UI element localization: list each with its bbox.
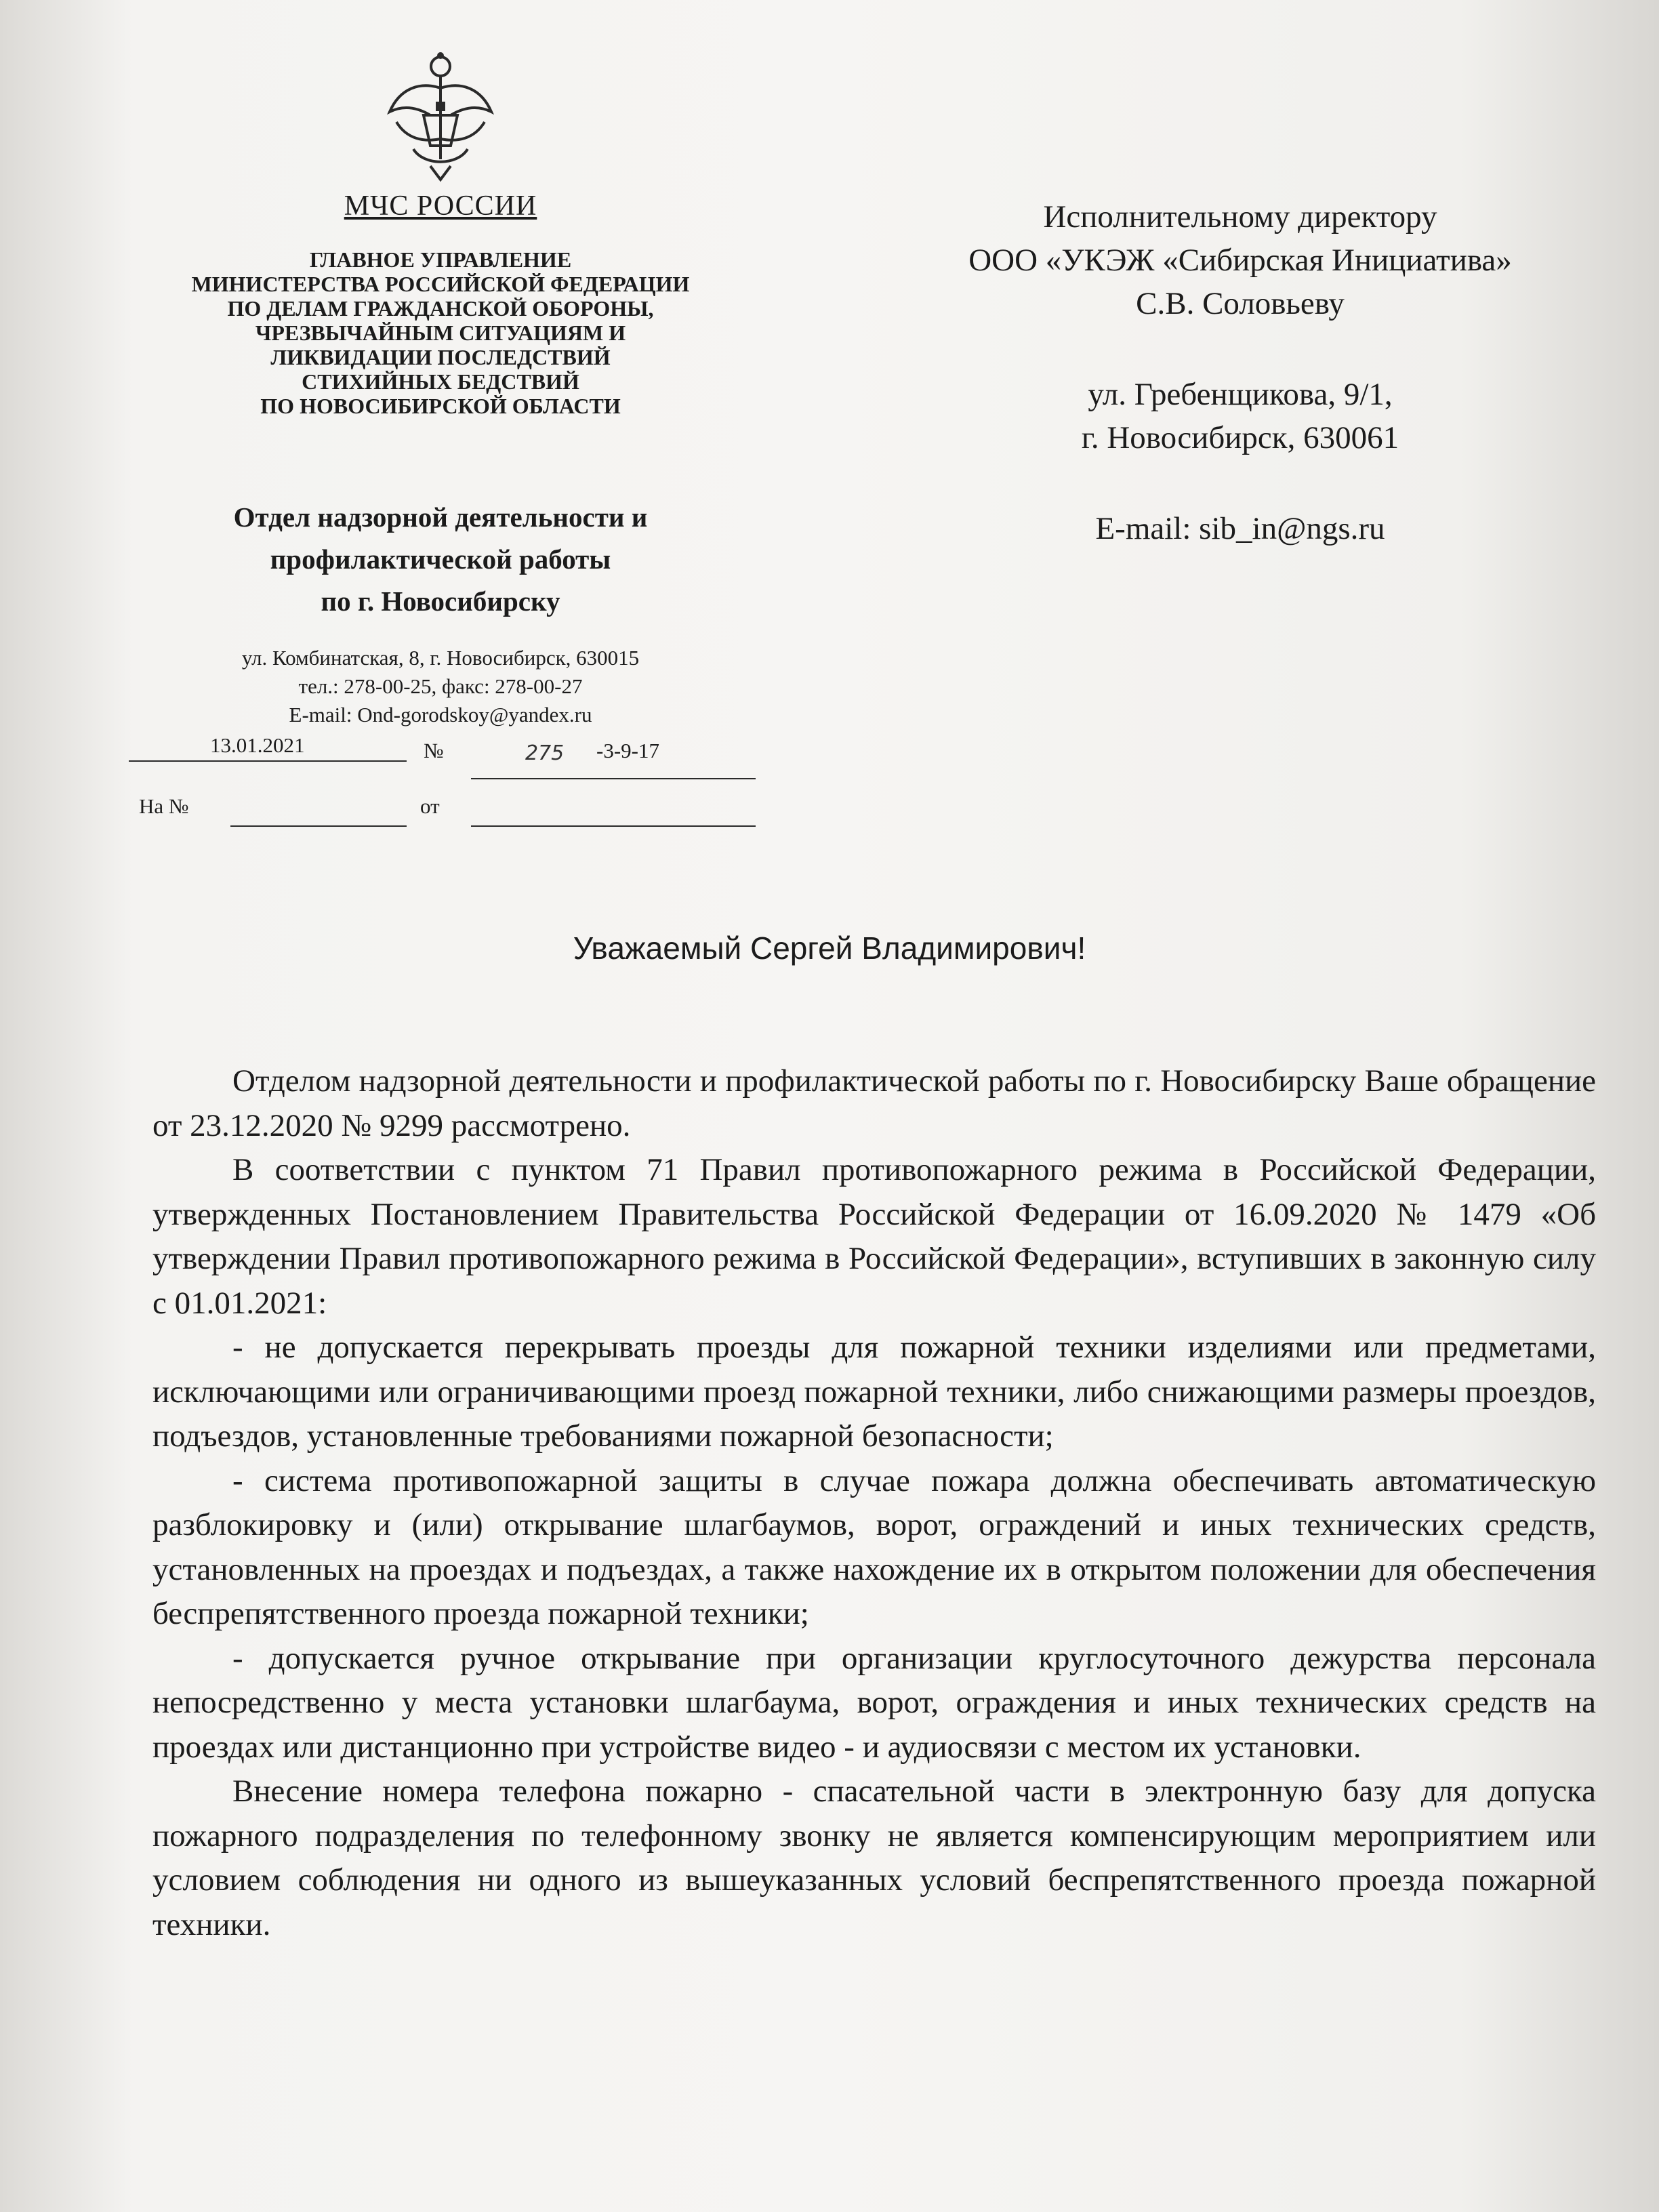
- sender-contacts: [129, 644, 752, 729]
- letter-body: [152, 1059, 1596, 1947]
- reference-underline: [230, 825, 407, 827]
- from-label: от: [420, 794, 440, 818]
- dept-line: Отдел надзорной деятельности и: [233, 501, 648, 533]
- org-line: ПО НОВОСИБИРСКОЙ ОБЛАСТИ: [260, 394, 621, 418]
- sender-address: ул. Комбинатская, 8, г. Новосибирск, 630015: [241, 646, 640, 670]
- dept-line: профилактической работы: [270, 544, 611, 575]
- body-paragraph: Отделом надзорной деятельности и профилактической работы по г. Новосибирску Ваше обращение от 23.12.2020 № 9299 рассмотрено.: [152, 1063, 1596, 1143]
- addressee-city: г. Новосибирск, 630061: [1081, 420, 1399, 455]
- salutation: Уважаемый Сергей Владимирович!: [573, 930, 1086, 966]
- number-underline: [471, 778, 756, 779]
- handwritten-number: 275: [525, 741, 565, 765]
- org-line: ЛИКВИДАЦИИ ПОСЛЕДСТВИЙ: [270, 345, 611, 369]
- org-line: ГЛАВНОЕ УПРАВЛЕНИЕ: [309, 247, 572, 272]
- date-underline: [129, 760, 407, 762]
- department-name: [129, 496, 752, 622]
- body-paragraph: - не допускается перекрывать проезды для пожарной техники изделиями или предметами, исключающими или ограничивающими проезд пожарной техники, либо снижающими размеры проездов, подъездов, установленные требованиями пожарной безопасности;: [152, 1330, 1596, 1454]
- addressee-position: Исполнительному директору: [1043, 199, 1437, 234]
- sender-phones: тел.: 278-00-25, факс: 278-00-27: [298, 674, 583, 698]
- organization-name: [129, 247, 752, 418]
- addressee-street: ул. Гребенщикова, 9/1,: [1088, 377, 1393, 412]
- body-paragraph: В соответствии с пунктом 71 Правил противопожарного режима в Российской Федерации, утвержденных Постановлением Правительства Российской Федерации от 16.09.2020 № 1479 «Об утверждении Правил противопожарного режима в Российской Федерации», вступивших в законную силу с 01.01.2021:: [152, 1152, 1596, 1321]
- number-suffix: -3-9-17: [596, 739, 659, 762]
- org-line: МИНИСТЕРСТВА РОССИЙСКОЙ ФЕДЕРАЦИИ: [191, 272, 690, 296]
- body-paragraph: - система противопожарной защиты в случае пожара должна обеспечивать автоматическую разблокировку и (или) открывание шлагбаумов, ворот, ограждений и иных технических средств, установленных на проездах и подъездах, а также нахождение их в открытом положении для обеспечения беспрепятственного проезда пожарной техники;: [152, 1462, 1596, 1631]
- org-line: ПО ДЕЛАМ ГРАЖДАНСКОЙ ОБОРОНЫ,: [227, 296, 654, 321]
- dept-line: по г. Новосибирску: [321, 586, 560, 617]
- reference-label: На №: [139, 794, 189, 818]
- addressee-name: С.В. Соловьеву: [1136, 286, 1345, 321]
- addressee-block: [901, 195, 1579, 550]
- org-line: СТИХИЙНЫХ БЕДСТВИЙ: [302, 369, 579, 394]
- mchs-emblem-icon: [383, 47, 498, 183]
- addressee-company: ООО «УКЭЖ «Сибирская Инициатива»: [968, 243, 1512, 278]
- ministry-title: МЧС РОССИИ: [344, 190, 537, 222]
- number-label: №: [424, 739, 444, 762]
- from-underline: [471, 825, 756, 827]
- body-paragraph: - допускается ручное открывание при организации круглосуточного дежурства персонала непосредственно у места установки шлагбаума, ворот, ограждения и иных технических средств на проездах или дистанционно при устройстве видео - и аудиосвязи с местом их установки.: [152, 1640, 1596, 1765]
- org-line: ЧРЕЗВЫЧАЙНЫМ СИТУАЦИЯМ И: [255, 321, 626, 345]
- sender-email: E-mail: Ond-gorodskoy@yandex.ru: [289, 703, 592, 726]
- addressee-email: E-mail: sib_in@ngs.ru: [1095, 511, 1385, 546]
- body-paragraph: Внесение номера телефона пожарно - спасательной части в электронную базу для допуска пожарного подразделения по телефонному звонку не является компенсирующим мероприятием или условием соблюдения ни одного из вышеуказанных условий беспрепятственного проезда пожарной техники.: [152, 1774, 1596, 1942]
- letter-date: 13.01.2021: [210, 733, 305, 757]
